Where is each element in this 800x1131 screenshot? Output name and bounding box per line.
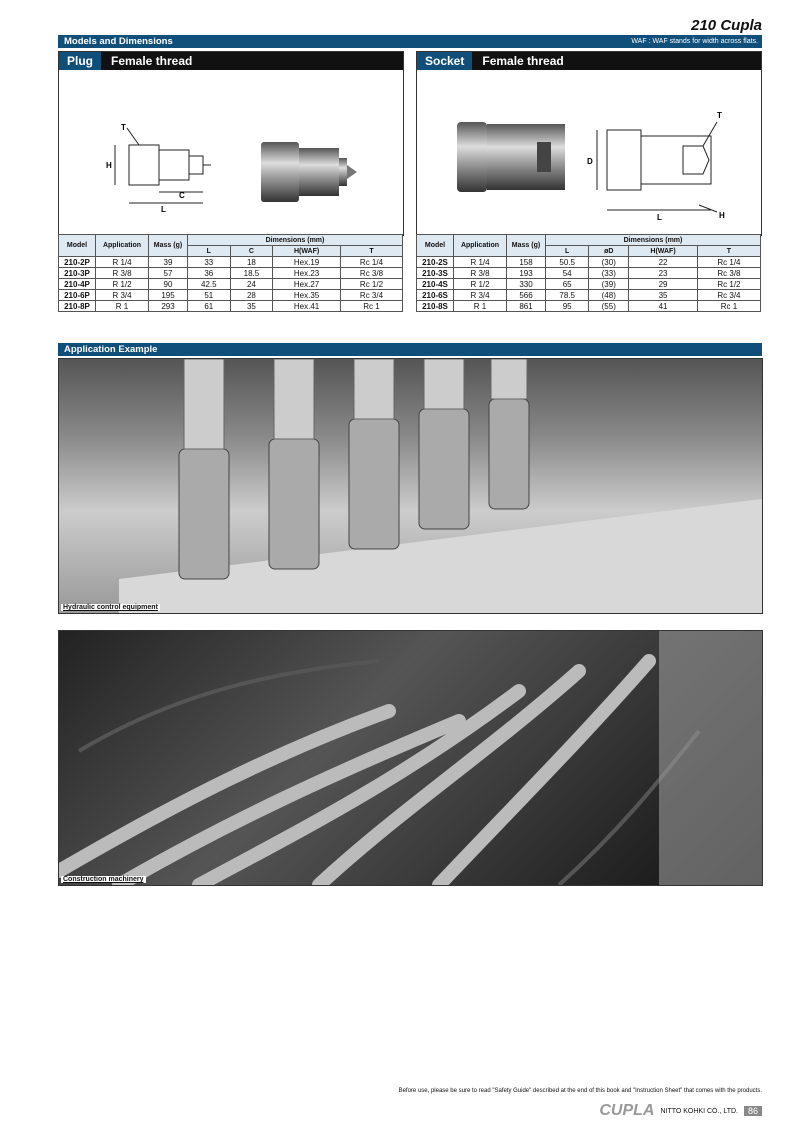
socket-label-t: T [717, 111, 722, 120]
cell-D: (48) [589, 290, 629, 301]
cell-T: Rc 1 [340, 301, 402, 312]
cell-model: 210-6P [59, 290, 96, 301]
col-application: Application [96, 235, 149, 257]
section-bar-application [58, 343, 762, 356]
photo2-caption: Construction machinery [63, 876, 144, 883]
footer [599, 1102, 762, 1120]
socket-drawings [417, 70, 761, 235]
plug-subtitle: Female thread [111, 54, 193, 68]
cell-T: Rc 3/4 [697, 290, 760, 301]
cell-D: (30) [589, 257, 629, 268]
cell-L: 95 [546, 301, 589, 312]
photo-construction [58, 630, 763, 886]
cell-L: 65 [546, 279, 589, 290]
table-row [59, 301, 403, 312]
cell-model: 210-2S [417, 257, 454, 268]
cell-app: R 1/2 [454, 279, 507, 290]
plug-drawings [59, 70, 403, 235]
cell-T: Rc 1/2 [340, 279, 402, 290]
cell-C: 28 [230, 290, 273, 301]
photo-hydraulic [58, 358, 763, 614]
cell-L: 42.5 [188, 279, 231, 290]
col-h: H(WAF) [629, 246, 698, 257]
table-row [59, 268, 403, 279]
plug-spec-table [58, 234, 403, 312]
cell-L: 50.5 [546, 257, 589, 268]
plug-dimension-drawing [115, 128, 211, 203]
table-row [59, 279, 403, 290]
cell-model: 210-4P [59, 279, 96, 290]
safety-note: Before use, please be sure to read "Safety Guide" described at the end of this book and "Instruction Sheet" that comes with the products. [398, 1088, 762, 1094]
cell-mass: 39 [149, 257, 188, 268]
cell-H: Hex.23 [273, 268, 341, 279]
cell-T: Rc 1/4 [697, 257, 760, 268]
plug-product-image [261, 142, 357, 202]
cell-app: R 3/4 [96, 290, 149, 301]
photo1-caption: Hydraulic control equipment [63, 604, 158, 611]
cell-mass: 566 [507, 290, 546, 301]
cell-app: R 1/2 [96, 279, 149, 290]
cell-app: R 1 [96, 301, 149, 312]
col-l: L [546, 246, 589, 257]
table-row [59, 290, 403, 301]
table-row [417, 257, 761, 268]
col-t: T [340, 246, 402, 257]
plug-label-h: H [106, 161, 112, 170]
col-d: øD [589, 246, 629, 257]
cell-C: 18 [230, 257, 273, 268]
cell-mass: 57 [149, 268, 188, 279]
cell-H: Hex.41 [273, 301, 341, 312]
cell-L: 36 [188, 268, 231, 279]
plug-label-c: C [179, 191, 185, 200]
hydraulic-illustration [59, 359, 762, 613]
plug-panel [58, 51, 404, 236]
cell-L: 54 [546, 268, 589, 279]
cell-mass: 195 [149, 290, 188, 301]
socket-header [417, 52, 761, 70]
cell-H: 35 [629, 290, 698, 301]
cell-H: Hex.27 [273, 279, 341, 290]
socket-subtitle: Female thread [482, 54, 564, 68]
cell-C: 24 [230, 279, 273, 290]
cell-model: 210-8S [417, 301, 454, 312]
company-name: NITTO KOHKI CO., LTD. [660, 1107, 738, 1115]
col-t: T [697, 246, 760, 257]
cell-mass: 90 [149, 279, 188, 290]
cell-T: Rc 3/8 [697, 268, 760, 279]
plug-header [59, 52, 403, 70]
cell-mass: 193 [507, 268, 546, 279]
cell-L: 33 [188, 257, 231, 268]
section-bar-models [58, 35, 762, 48]
cell-app: R 1 [454, 301, 507, 312]
socket-tag: Socket [417, 52, 472, 70]
col-l: L [188, 246, 231, 257]
cell-H: 23 [629, 268, 698, 279]
cell-model: 210-3P [59, 268, 96, 279]
table-row [417, 301, 761, 312]
cell-model: 210-2P [59, 257, 96, 268]
cell-T: Rc 1/4 [340, 257, 402, 268]
socket-product-image [457, 122, 565, 192]
plug-label-l: L [161, 205, 166, 214]
cell-app: R 3/8 [96, 268, 149, 279]
brand-logo: CUPLA [599, 1102, 655, 1119]
col-model: Model [417, 235, 454, 257]
socket-label-d: D [587, 157, 593, 166]
socket-spec-table [416, 234, 761, 312]
col-h: H(WAF) [273, 246, 341, 257]
col-mass: Mass (g) [149, 235, 188, 257]
waf-note: WAF : WAF stands for width across flats. [631, 38, 758, 45]
cell-mass: 158 [507, 257, 546, 268]
cell-T: Rc 1/2 [697, 279, 760, 290]
section-label: Models and Dimensions [64, 36, 173, 47]
col-dimensions: Dimensions (mm) [546, 235, 761, 246]
table-row [417, 279, 761, 290]
table-row [59, 257, 403, 268]
cell-C: 18.5 [230, 268, 273, 279]
cell-H: Hex.35 [273, 290, 341, 301]
cell-L: 51 [188, 290, 231, 301]
cell-H: Hex.19 [273, 257, 341, 268]
socket-label-h: H [719, 211, 725, 220]
section-label: Application Example [64, 344, 158, 355]
cell-H: 22 [629, 257, 698, 268]
table-row [417, 290, 761, 301]
cell-L: 61 [188, 301, 231, 312]
cell-app: R 3/8 [454, 268, 507, 279]
cell-mass: 293 [149, 301, 188, 312]
col-mass: Mass (g) [507, 235, 546, 257]
cell-L: 78.5 [546, 290, 589, 301]
socket-dimension-drawing [597, 122, 717, 212]
col-model: Model [59, 235, 96, 257]
cell-T: Rc 1 [697, 301, 760, 312]
cell-H: 41 [629, 301, 698, 312]
cell-D: (39) [589, 279, 629, 290]
col-dimensions: Dimensions (mm) [188, 235, 403, 246]
cell-app: R 3/4 [454, 290, 507, 301]
page-number: 86 [744, 1106, 762, 1116]
cell-model: 210-3S [417, 268, 454, 279]
cell-T: Rc 3/4 [340, 290, 402, 301]
cell-model: 210-8P [59, 301, 96, 312]
plug-tag: Plug [59, 52, 101, 70]
construction-illustration [59, 631, 762, 885]
socket-panel [416, 51, 762, 236]
socket-label-l: L [657, 213, 662, 222]
table-row [417, 268, 761, 279]
cell-app: R 1/4 [454, 257, 507, 268]
col-c: C [230, 246, 273, 257]
cell-mass: 861 [507, 301, 546, 312]
cell-C: 35 [230, 301, 273, 312]
col-application: Application [454, 235, 507, 257]
cell-model: 210-4S [417, 279, 454, 290]
cell-H: 29 [629, 279, 698, 290]
plug-label-t: T [121, 123, 126, 132]
cell-D: (55) [589, 301, 629, 312]
cell-model: 210-6S [417, 290, 454, 301]
cell-app: R 1/4 [96, 257, 149, 268]
cell-mass: 330 [507, 279, 546, 290]
page-title: 210 Cupla [691, 17, 762, 34]
cell-T: Rc 3/8 [340, 268, 402, 279]
cell-D: (33) [589, 268, 629, 279]
